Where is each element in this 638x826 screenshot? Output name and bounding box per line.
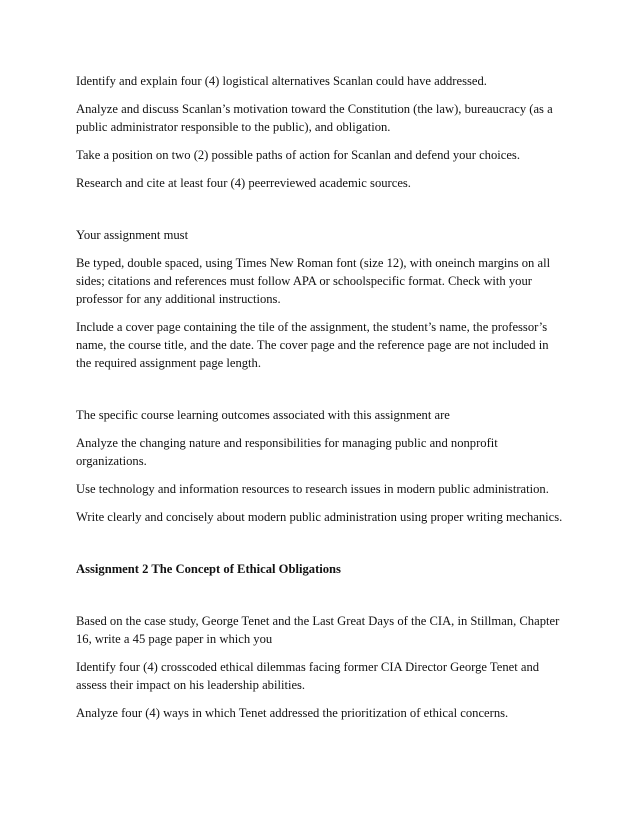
paragraph-outcome-writing: Write clearly and concisely about modern public administration using proper writing mechanics.	[76, 510, 563, 524]
paragraph-assignment-must: Your assignment must	[76, 228, 189, 242]
paragraph-outcome-managing: Analyze the changing nature and responsibilities for managing public and nonprofit organizations.	[76, 436, 498, 468]
spacer	[76, 202, 566, 226]
paragraph-position: Take a position on two (2) possible paths of action for Scanlan and defend your choices.	[76, 148, 520, 162]
paragraph-learning-outcomes: The specific course learning outcomes associated with this assignment are	[76, 408, 450, 422]
document-page	[76, 72, 566, 732]
spacer	[76, 382, 566, 406]
paragraph-outcome-technology: Use technology and information resources to research issues in modern public administration.	[76, 482, 549, 496]
paragraph-alternatives: Identify and explain four (4) logistical alternatives Scanlan could have addressed.	[76, 74, 487, 88]
paragraph-research: Research and cite at least four (4) peerreviewed academic sources.	[76, 176, 411, 190]
paragraph-formatting: Be typed, double spaced, using Times New Roman font (size 12), with oneinch margins on all sides; citations and references must follow APA or schoolspecific format. Check with your professor for any additional instructions.	[76, 256, 551, 306]
paragraph-prioritization: Analyze four (4) ways in which Tenet addressed the prioritization of ethical concerns.	[76, 706, 509, 720]
spacer	[76, 536, 566, 560]
paragraph-case-study: Based on the case study, George Tenet and the Last Great Days of the CIA, in Stillman, Chapter 16, write a 45 page paper in which you	[76, 614, 560, 646]
paragraph-motivation: Analyze and discuss Scanlan’s motivation toward the Constitution (the law), bureaucracy (as a public administrator responsible to the public), and obligation.	[76, 102, 553, 134]
spacer	[76, 588, 566, 612]
paragraph-dilemmas: Identify four (4) crosscoded ethical dilemmas facing former CIA Director George Tenet and assess their impact on his leadership abilities.	[76, 660, 540, 692]
paragraph-cover-page: Include a cover page containing the tile of the assignment, the student’s name, the professor’s name, the course title, and the date. The cover page and the reference page are not included in the required assignment page length.	[76, 320, 549, 370]
assignment-heading: Assignment 2 The Concept of Ethical Obligations	[76, 562, 341, 576]
